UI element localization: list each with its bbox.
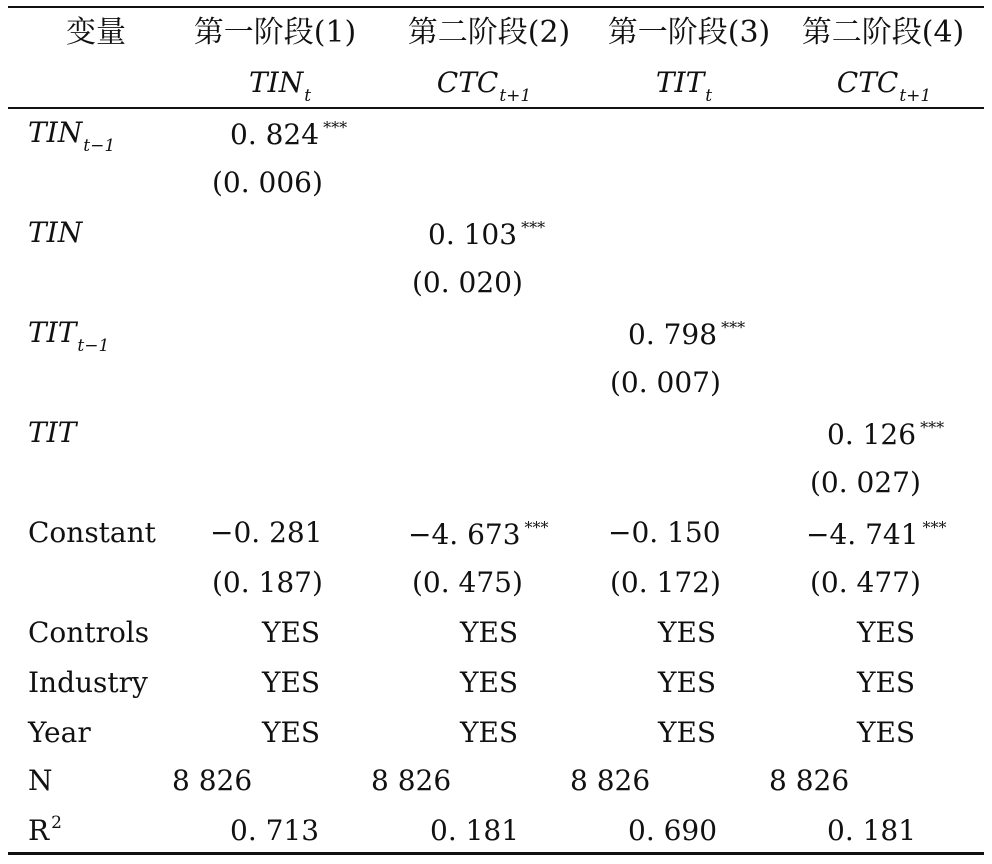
row-tin-label: TIN <box>28 216 83 249</box>
row-r2-val-1: 0. 713 <box>230 814 320 847</box>
row-tit-lag-se: (0. 007) <box>610 366 721 399</box>
top-rule <box>8 6 984 8</box>
row-n-val-4: 8 826 <box>769 764 850 797</box>
row-controls-label: Controls <box>28 616 150 649</box>
row-n-val-3: 8 826 <box>570 764 651 797</box>
row-constant-se-4: (0. 477) <box>810 566 921 599</box>
row-tit-lag-coef: 0. 798 *** <box>628 318 746 351</box>
row-constant-se-1: (0. 187) <box>212 566 323 599</box>
row-year-val-4: YES <box>857 716 916 749</box>
row-industry-val-2: YES <box>460 666 519 699</box>
row-controls-val-1: YES <box>262 616 321 649</box>
row-controls-val-3: YES <box>658 616 717 649</box>
row-constant-se-3: (0. 172) <box>610 566 721 599</box>
header-col-2-title: 第二阶段(2) <box>407 15 571 50</box>
row-tin-lag-label: $TIN_{t-1}$ <box>28 116 116 156</box>
row-r2-label: R $^2$ <box>28 813 62 847</box>
row-constant-coef-4: −4. 741 *** <box>806 518 947 551</box>
row-n-label: N <box>28 764 53 797</box>
row-year-val-1: YES <box>262 716 321 749</box>
row-industry-label: Industry <box>28 666 148 699</box>
row-r2-val-4: 0. 181 <box>827 814 917 847</box>
row-n-val-2: 8 826 <box>371 764 452 797</box>
row-constant-coef-3: −0. 150 <box>608 516 721 549</box>
row-r2-val-2: 0. 181 <box>430 814 520 847</box>
row-industry-val-1: YES <box>262 666 321 699</box>
row-n-val-1: 8 826 <box>172 764 253 797</box>
row-controls-val-4: YES <box>857 616 916 649</box>
row-industry-val-3: YES <box>658 666 717 699</box>
row-tin-lag-se: (0. 006) <box>212 166 323 199</box>
header-rule <box>8 107 984 109</box>
row-constant-label: Constant <box>28 516 156 549</box>
row-tin-se: (0. 020) <box>412 266 523 299</box>
row-constant-se-2: (0. 475) <box>412 566 523 599</box>
row-tit-coef: 0. 126 *** <box>827 418 945 451</box>
header-col-3-depvar: $TIT_t$ <box>655 66 713 106</box>
row-year-val-2: YES <box>460 716 519 749</box>
row-industry-val-4: YES <box>857 666 916 699</box>
row-tin-coef: 0. 103 *** <box>428 218 546 251</box>
row-year-label: Year <box>28 716 91 749</box>
header-col-1-depvar: $TIN_t$ <box>248 66 312 106</box>
header-col-4-depvar: $CTC_{t+1}$ <box>836 66 932 106</box>
row-year-val-3: YES <box>658 716 717 749</box>
bottom-rule <box>8 852 984 855</box>
row-r2-val-3: 0. 690 <box>628 814 718 847</box>
header-col-3-title: 第一阶段(3) <box>607 15 771 50</box>
row-tit-se: (0. 027) <box>810 466 921 499</box>
row-constant-coef-1: −0. 281 <box>210 516 323 549</box>
row-tit-label: TIT <box>28 416 77 449</box>
row-constant-coef-2: −4. 673 *** <box>408 518 549 551</box>
row-controls-val-2: YES <box>460 616 519 649</box>
row-tit-lag-label: $TIT_{t-1}$ <box>28 316 110 356</box>
row-tin-lag-coef: 0. 824 *** <box>230 118 348 151</box>
header-col-1-title: 第一阶段(1) <box>193 15 357 50</box>
header-var-label: 变量 <box>66 15 126 50</box>
header-col-2-depvar: $CTC_{t+1}$ <box>436 66 532 106</box>
header-col-4-title: 第二阶段(4) <box>801 15 965 50</box>
